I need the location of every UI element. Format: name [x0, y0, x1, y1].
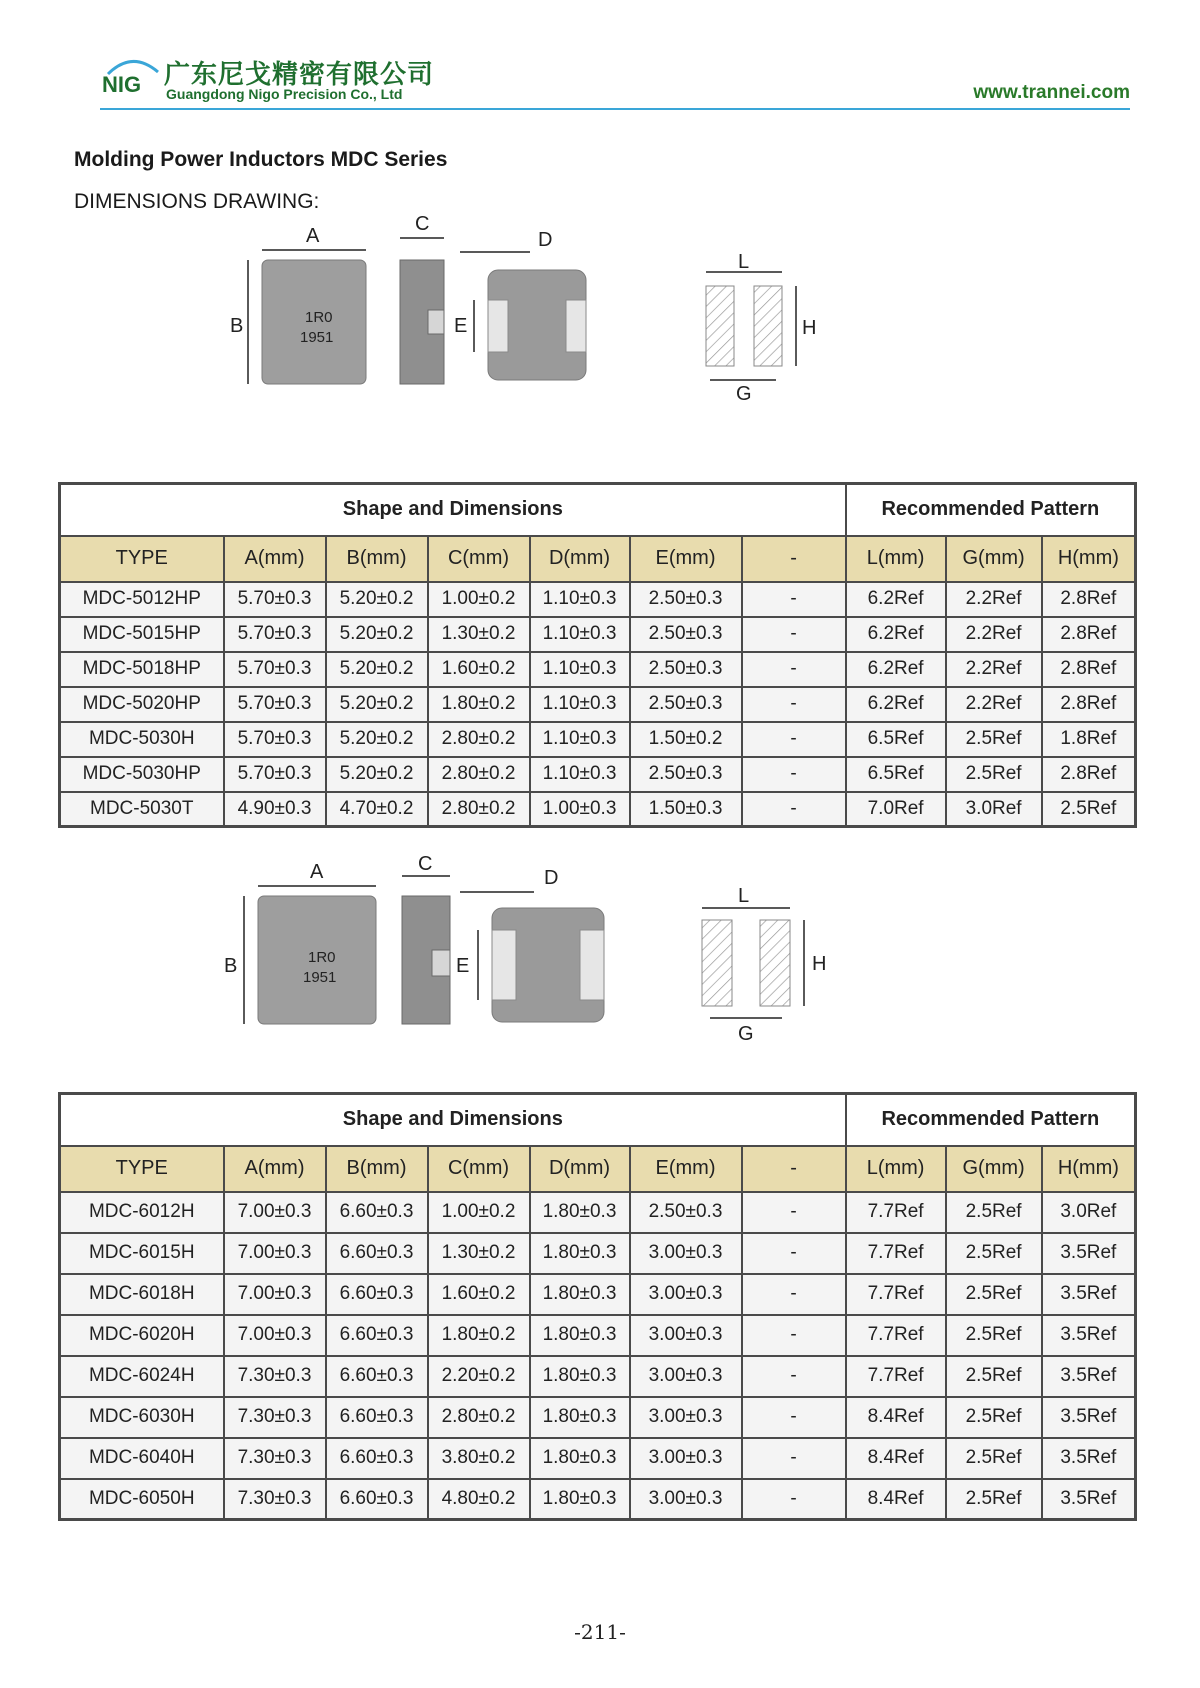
table-cell: 3.5Ref [1042, 1479, 1136, 1520]
table-cell: 3.0Ref [1042, 1192, 1136, 1233]
table-cell: 3.5Ref [1042, 1315, 1136, 1356]
table-cell: 7.00±0.3 [224, 1192, 326, 1233]
marking-date: 1951 [300, 329, 334, 346]
table-cell: 1.10±0.3 [530, 617, 630, 652]
table-cell: 5.20±0.2 [326, 757, 428, 792]
part-number-cell: MDC-6030H [60, 1397, 224, 1438]
table-cell: 5.70±0.3 [224, 617, 326, 652]
table-cell: 2.5Ref [946, 1233, 1042, 1274]
table-cell: 1.80±0.3 [530, 1192, 630, 1233]
part-number-cell: MDC-6012H [60, 1192, 224, 1233]
table-cell: 3.00±0.3 [630, 1397, 742, 1438]
table-cell: 1.50±0.3 [630, 792, 742, 827]
col-header-l: L(mm) [846, 1146, 946, 1192]
table-cell: 2.5Ref [946, 757, 1042, 792]
table-cell: 3.00±0.3 [630, 1356, 742, 1397]
table-cell: 2.2Ref [946, 652, 1042, 687]
table-cell: - [742, 1315, 846, 1356]
table-cell: 2.2Ref [946, 582, 1042, 617]
col-header-blank: - [742, 536, 846, 582]
table-cell: 2.8Ref [1042, 652, 1136, 687]
table-cell: 7.7Ref [846, 1192, 946, 1233]
table-cell: 2.20±0.2 [428, 1356, 530, 1397]
table-cell: 3.5Ref [1042, 1438, 1136, 1479]
nigo-logo [100, 54, 164, 98]
dim-h-label: H [812, 953, 827, 975]
dim-l-label: L [738, 251, 750, 273]
table-cell: 5.70±0.3 [224, 582, 326, 617]
table-cell: - [742, 1233, 846, 1274]
dim-b-label: B [224, 955, 238, 977]
dim-b-label: B [230, 315, 244, 337]
col-header-g: G(mm) [946, 1146, 1042, 1192]
table-cell: 2.5Ref [946, 1479, 1042, 1520]
table-cell: 7.00±0.3 [224, 1315, 326, 1356]
table-cell: 2.5Ref [946, 1397, 1042, 1438]
table-row [60, 1438, 1136, 1479]
table-cell: - [742, 1356, 846, 1397]
table-cell: - [742, 582, 846, 617]
table-cell: 5.70±0.3 [224, 757, 326, 792]
table-row [60, 1274, 1136, 1315]
table-cell: 1.10±0.3 [530, 722, 630, 757]
table-row [60, 792, 1136, 827]
table-cell: 2.2Ref [946, 617, 1042, 652]
table-cell: 5.20±0.2 [326, 687, 428, 722]
table-cell: 6.60±0.3 [326, 1315, 428, 1356]
website-link[interactable]: www.trannei.com [973, 82, 1130, 103]
table-row [60, 1192, 1136, 1233]
table-cell: 3.5Ref [1042, 1233, 1136, 1274]
table-cell: 6.60±0.3 [326, 1438, 428, 1479]
land-pattern-right [754, 286, 782, 366]
dim-g-label: G [738, 1023, 754, 1045]
dim-c-label: C [415, 213, 430, 235]
dim-c-label: C [418, 853, 433, 875]
table-cell: 6.5Ref [846, 757, 946, 792]
table-cell: 7.30±0.3 [224, 1438, 326, 1479]
table-cell: 1.10±0.3 [530, 652, 630, 687]
table-cell: 2.5Ref [946, 1356, 1042, 1397]
table-cell: 3.00±0.3 [630, 1438, 742, 1479]
header-divider [100, 108, 1130, 110]
dim-d-label: D [544, 867, 559, 889]
table-cell: - [742, 687, 846, 722]
recommended-pattern-header: Recommended Pattern [846, 484, 1136, 536]
table-cell: 5.70±0.3 [224, 687, 326, 722]
shape-dimensions-header: Shape and Dimensions [60, 1094, 846, 1146]
col-header-a: A(mm) [224, 536, 326, 582]
dimensions-drawing-2 [60, 853, 1040, 1058]
part-number-cell: MDC-6018H [60, 1274, 224, 1315]
part-number-cell: MDC-6015H [60, 1233, 224, 1274]
table-cell: 2.80±0.2 [428, 757, 530, 792]
land-pattern-right [760, 920, 790, 1006]
table-cell: 4.90±0.3 [224, 792, 326, 827]
col-header-type: TYPE [60, 1146, 224, 1192]
table-row [60, 582, 1136, 617]
table-cell: 7.7Ref [846, 1274, 946, 1315]
table-cell: 1.60±0.2 [428, 1274, 530, 1315]
table-cell: 2.5Ref [946, 1315, 1042, 1356]
table-cell: 2.50±0.3 [630, 617, 742, 652]
table-cell: 2.5Ref [946, 1438, 1042, 1479]
table-cell: 2.50±0.3 [630, 582, 742, 617]
part-number-cell: MDC-6024H [60, 1356, 224, 1397]
table-cell: 3.5Ref [1042, 1356, 1136, 1397]
col-header-d: D(mm) [530, 1146, 630, 1192]
table-cell: 7.30±0.3 [224, 1397, 326, 1438]
part-number-cell: MDC-5018HP [60, 652, 224, 687]
part-number-cell: MDC-5030T [60, 792, 224, 827]
part-number-cell: MDC-5030HP [60, 757, 224, 792]
table-cell: 1.80±0.3 [530, 1356, 630, 1397]
table-cell: - [742, 1479, 846, 1520]
shape-dimensions-header: Shape and Dimensions [60, 484, 846, 536]
table-cell: 6.2Ref [846, 617, 946, 652]
dimensions-drawing-1 [60, 213, 1040, 418]
table-cell: 1.80±0.3 [530, 1233, 630, 1274]
table-cell: 3.00±0.3 [630, 1233, 742, 1274]
table-cell: 6.60±0.3 [326, 1192, 428, 1233]
table-cell: 8.4Ref [846, 1397, 946, 1438]
marking-code: 1R0 [305, 309, 333, 326]
table-cell: - [742, 617, 846, 652]
table-cell: 1.80±0.3 [530, 1479, 630, 1520]
col-header-e: E(mm) [630, 1146, 742, 1192]
table-cell: - [742, 652, 846, 687]
table-cell: 3.00±0.3 [630, 1274, 742, 1315]
dim-e-label: E [454, 315, 468, 337]
part-number-cell: MDC-6050H [60, 1479, 224, 1520]
dim-g-label: G [736, 383, 752, 405]
table-row [60, 757, 1136, 792]
table-cell: 1.10±0.3 [530, 757, 630, 792]
table-cell: 5.70±0.3 [224, 722, 326, 757]
col-header-g: G(mm) [946, 536, 1042, 582]
table-cell: 7.7Ref [846, 1356, 946, 1397]
table-cell: 1.80±0.3 [530, 1315, 630, 1356]
col-header-b: B(mm) [326, 1146, 428, 1192]
table-cell: 1.00±0.2 [428, 582, 530, 617]
table-cell: 7.7Ref [846, 1233, 946, 1274]
table-cell: 6.2Ref [846, 582, 946, 617]
table-cell: 2.5Ref [946, 722, 1042, 757]
part-number-cell: MDC-5012HP [60, 582, 224, 617]
marking-code: 1R0 [308, 949, 336, 966]
table-cell: 2.80±0.2 [428, 792, 530, 827]
table-cell: 6.60±0.3 [326, 1274, 428, 1315]
table-cell: 2.5Ref [946, 1192, 1042, 1233]
col-header-h: H(mm) [1042, 1146, 1136, 1192]
company-name-chinese: 广东尼戈精密有限公司 [164, 60, 435, 90]
table-row [60, 1479, 1136, 1520]
table-cell: 2.8Ref [1042, 582, 1136, 617]
table-cell: 4.80±0.2 [428, 1479, 530, 1520]
table-row [60, 1315, 1136, 1356]
spec-table-mdc50-body [60, 582, 1136, 827]
table-cell: 5.20±0.2 [326, 582, 428, 617]
part-number-cell: MDC-5030H [60, 722, 224, 757]
table-cell: 6.60±0.3 [326, 1397, 428, 1438]
table-cell: 2.80±0.2 [428, 722, 530, 757]
table-cell: 2.5Ref [946, 1274, 1042, 1315]
table-cell: 1.80±0.3 [530, 1397, 630, 1438]
recommended-pattern-header: Recommended Pattern [846, 1094, 1136, 1146]
part-number-cell: MDC-5020HP [60, 687, 224, 722]
col-header-c: C(mm) [428, 536, 530, 582]
land-pattern-left [706, 286, 734, 366]
table-cell: 6.60±0.3 [326, 1356, 428, 1397]
table-row [60, 1356, 1136, 1397]
svg-text:NIG: NIG [102, 72, 142, 97]
col-header-h: H(mm) [1042, 536, 1136, 582]
table-cell: 3.00±0.3 [630, 1315, 742, 1356]
table-cell: 1.80±0.2 [428, 687, 530, 722]
series-title: Molding Power Inductors MDC Series [74, 148, 448, 171]
table-cell: 2.50±0.3 [630, 652, 742, 687]
part-number-cell: MDC-6020H [60, 1315, 224, 1356]
dim-d-label: D [538, 229, 553, 251]
table-cell: 7.30±0.3 [224, 1356, 326, 1397]
table-cell: 6.5Ref [846, 722, 946, 757]
table-cell: - [742, 722, 846, 757]
table-cell: 6.60±0.3 [326, 1233, 428, 1274]
table-cell: - [742, 1192, 846, 1233]
col-header-l: L(mm) [846, 536, 946, 582]
col-header-type: TYPE [60, 536, 224, 582]
table-cell: 7.30±0.3 [224, 1479, 326, 1520]
table-cell: 1.60±0.2 [428, 652, 530, 687]
table-row [60, 652, 1136, 687]
table-row [60, 1397, 1136, 1438]
table-cell: - [742, 1274, 846, 1315]
table-cell: 2.8Ref [1042, 687, 1136, 722]
dim-l-label: L [738, 885, 750, 907]
dim-h-label: H [802, 317, 817, 339]
dimensions-drawing-title: DIMENSIONS DRAWING: [74, 190, 320, 213]
table-row [60, 687, 1136, 722]
table-cell: - [742, 757, 846, 792]
table-cell: 1.30±0.2 [428, 1233, 530, 1274]
page-number: -211- [574, 1620, 626, 1644]
table-cell: - [742, 1438, 846, 1479]
table-cell: 2.50±0.3 [630, 687, 742, 722]
table-cell: 7.0Ref [846, 792, 946, 827]
col-header-c: C(mm) [428, 1146, 530, 1192]
table-cell: 5.20±0.2 [326, 617, 428, 652]
spec-table-mdc50 [58, 482, 1137, 828]
col-header-e: E(mm) [630, 536, 742, 582]
table-cell: 1.80±0.3 [530, 1438, 630, 1479]
col-header-d: D(mm) [530, 536, 630, 582]
table-cell: 1.30±0.2 [428, 617, 530, 652]
table-cell: 7.00±0.3 [224, 1274, 326, 1315]
page-header [100, 48, 1130, 110]
table-cell: 1.50±0.2 [630, 722, 742, 757]
marking-date: 1951 [303, 969, 337, 986]
table-cell: 4.70±0.2 [326, 792, 428, 827]
table-cell: 7.00±0.3 [224, 1233, 326, 1274]
table-cell: 1.00±0.3 [530, 792, 630, 827]
table-cell: 2.8Ref [1042, 757, 1136, 792]
table-row [60, 617, 1136, 652]
table-cell: 1.10±0.3 [530, 687, 630, 722]
table-cell: - [742, 792, 846, 827]
table-cell: 5.20±0.2 [326, 722, 428, 757]
table-cell: 5.20±0.2 [326, 652, 428, 687]
table-cell: 8.4Ref [846, 1479, 946, 1520]
table-cell: 2.2Ref [946, 687, 1042, 722]
table-cell: 1.00±0.2 [428, 1192, 530, 1233]
dim-e-label: E [456, 955, 470, 977]
part-number-cell: MDC-5015HP [60, 617, 224, 652]
table-cell: 1.80±0.2 [428, 1315, 530, 1356]
table-cell: 3.00±0.3 [630, 1479, 742, 1520]
table-cell: 5.70±0.3 [224, 652, 326, 687]
col-header-blank: - [742, 1146, 846, 1192]
table-cell: 3.5Ref [1042, 1274, 1136, 1315]
table-cell: 1.80±0.3 [530, 1274, 630, 1315]
table-cell: 2.80±0.2 [428, 1397, 530, 1438]
land-pattern-left [702, 920, 732, 1006]
table-row [60, 1233, 1136, 1274]
table-row [60, 722, 1136, 757]
dim-a-label: A [306, 225, 320, 247]
part-number-cell: MDC-6040H [60, 1438, 224, 1479]
table-cell: 2.50±0.3 [630, 1192, 742, 1233]
table-cell: 2.50±0.3 [630, 757, 742, 792]
table-cell: 3.5Ref [1042, 1397, 1136, 1438]
table-cell: 1.8Ref [1042, 722, 1136, 757]
table-cell: 2.8Ref [1042, 617, 1136, 652]
table-cell: 6.2Ref [846, 652, 946, 687]
spec-table-mdc60-body [60, 1192, 1136, 1520]
table-cell: 7.7Ref [846, 1315, 946, 1356]
table-cell: 8.4Ref [846, 1438, 946, 1479]
col-header-b: B(mm) [326, 536, 428, 582]
dim-a-label: A [310, 861, 324, 883]
company-name-english: Guangdong Nigo Precision Co., Ltd [166, 86, 403, 102]
table-cell: 3.0Ref [946, 792, 1042, 827]
table-cell: - [742, 1397, 846, 1438]
table-cell: 3.80±0.2 [428, 1438, 530, 1479]
col-header-a: A(mm) [224, 1146, 326, 1192]
table-cell: 2.5Ref [1042, 792, 1136, 827]
spec-table-mdc60 [58, 1092, 1137, 1521]
table-cell: 6.60±0.3 [326, 1479, 428, 1520]
table-cell: 6.2Ref [846, 687, 946, 722]
table-cell: 1.10±0.3 [530, 582, 630, 617]
